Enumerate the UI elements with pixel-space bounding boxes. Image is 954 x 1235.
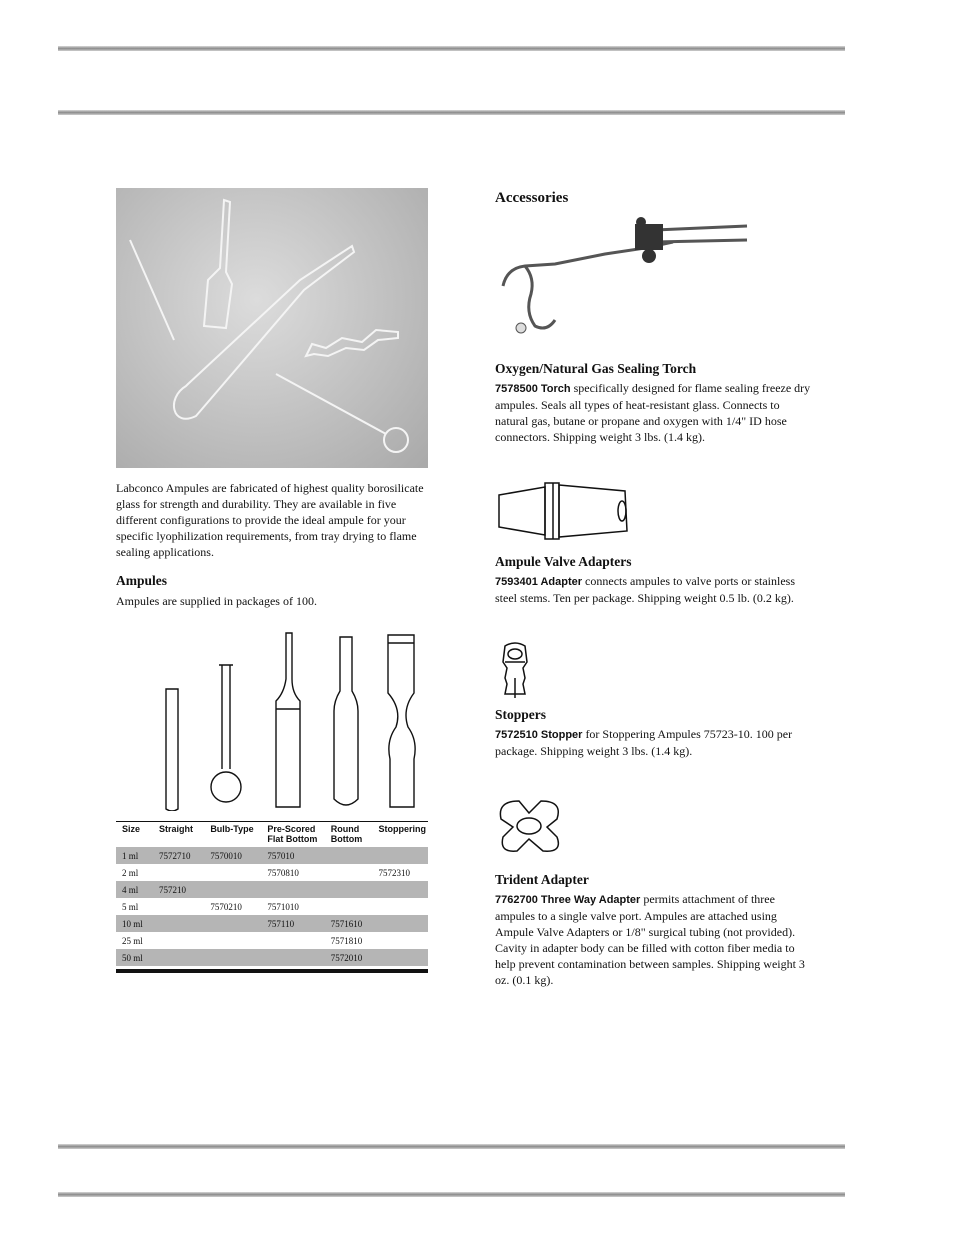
table-cell: 7572310 — [378, 867, 410, 878]
ampules-table — [116, 822, 428, 966]
table-cell: 25 ml — [122, 935, 143, 946]
table-cell — [325, 847, 373, 864]
table-row — [116, 915, 428, 932]
table-cell — [325, 881, 373, 898]
bottom-rule-2 — [58, 1192, 845, 1197]
table-row — [116, 847, 428, 864]
table-cell — [153, 932, 204, 949]
table-cell — [373, 915, 429, 932]
stoppers-title: Stoppers — [495, 707, 547, 722]
trident-adapter-desc — [495, 891, 815, 988]
bottom-rule-1 — [58, 1144, 845, 1149]
table-cell: 7570210 — [210, 901, 242, 912]
table-cell: 2 ml — [122, 867, 139, 878]
table-cell — [325, 898, 373, 915]
valve-adapter-text: connects ampules to valve ports or stainless steel stems. Ten per package. Shipping weight 0.5 lb. (0.2 kg). — [495, 574, 795, 605]
table-cell: 757010 — [261, 847, 324, 864]
col-size: Size — [122, 824, 141, 834]
table-cell — [261, 932, 324, 949]
valve-adapter-illustration — [495, 479, 815, 541]
table-cell — [204, 881, 261, 898]
table-cell — [325, 864, 373, 881]
table-cell — [373, 847, 429, 864]
table-cell — [204, 864, 261, 881]
table-row — [116, 932, 428, 949]
intro-text: Labconco Ampules are fabricated of highest quality borosilicate glass for strength and durability. They are available in five different configurations to provide the ideal ampule for your specific lyophilization requirements, from tray drying to flame sealing applications. — [116, 481, 424, 559]
ampules-heading: Ampules — [116, 573, 168, 588]
valve-adapter-part-number: 7593401 Adapter — [495, 576, 583, 588]
stopper-illustration — [495, 642, 815, 700]
table-cell: 7571610 — [325, 915, 373, 932]
table-row — [116, 881, 428, 898]
col-bulb-type: Bulb-Type — [210, 824, 254, 834]
table-cell: 10 ml — [116, 915, 153, 932]
table-cell: 757110 — [261, 915, 324, 932]
table-row — [116, 864, 428, 881]
table-cell: 1 ml — [116, 847, 153, 864]
table-header-row — [116, 822, 428, 847]
trident-adapter-illustration — [495, 793, 815, 857]
torch-text: specifically designed for flame sealing freeze dry ampules. Seals all types of heat-resistant glass. Connects to natural gas, butane or propane and oxygen with 1/4" ID hose connectors. Shipping weight 3 lbs. (1.4 kg). — [495, 381, 811, 444]
valve-adapter-desc — [495, 573, 815, 606]
table-cell — [261, 881, 324, 898]
table-cell — [153, 949, 204, 966]
ampules-table-bottom-border — [116, 969, 428, 973]
col-stoppering: Stoppering — [378, 824, 426, 834]
trident-adapter-part-number: 7762700 Three Way Adapter — [495, 894, 641, 906]
table-cell — [153, 915, 204, 932]
valve-adapter-title: Ampule Valve Adapters — [495, 554, 632, 569]
table-cell — [204, 915, 261, 932]
col-straight: Straight — [158, 824, 193, 834]
torch-part-number: 7578500 Torch — [495, 383, 571, 395]
table-cell: 7571010 — [267, 901, 299, 912]
table-cell — [204, 949, 261, 966]
stoppers-part-number: 7572510 Stopper — [495, 729, 583, 741]
trident-adapter-title: Trident Adapter — [495, 872, 589, 887]
col-round-bottom: Round Bottom — [330, 824, 363, 844]
top-rule-2 — [58, 110, 845, 115]
torch-illustration — [495, 208, 815, 338]
table-cell — [261, 949, 324, 966]
top-rule-1 — [58, 46, 845, 51]
ampules-text: Ampules are supplied in packages of 100. — [116, 594, 317, 608]
table-cell — [373, 881, 429, 898]
table-cell — [153, 898, 204, 915]
stoppers-desc — [495, 726, 815, 759]
accessories-heading: Accessories — [495, 190, 569, 206]
torch-title: Oxygen/Natural Gas Sealing Torch — [495, 361, 697, 376]
table-cell: 7570010 — [204, 847, 261, 864]
table-row — [116, 898, 428, 915]
table-cell — [373, 932, 429, 949]
table-cell: 4 ml — [116, 881, 153, 898]
table-cell: 50 ml — [116, 949, 153, 966]
table-cell: 7572010 — [325, 949, 373, 966]
left-column — [116, 188, 428, 973]
table-cell: 7571810 — [330, 935, 363, 946]
table-cell — [204, 932, 261, 949]
table-cell: 5 ml — [122, 901, 139, 912]
col-pre-scored: Pre-Scored Flat Bottom — [267, 824, 318, 844]
right-column — [495, 188, 815, 988]
table-cell — [373, 898, 429, 915]
table-cell: 7572710 — [153, 847, 204, 864]
table-cell — [153, 864, 204, 881]
table-row — [116, 949, 428, 966]
stoppers-text: for Stoppering Ampules 75723-10. 100 per package. Shipping weight 3 lbs. (1.4 kg). — [495, 727, 793, 758]
ampules-photo — [116, 188, 428, 468]
table-cell: 757210 — [153, 881, 204, 898]
torch-desc — [495, 380, 815, 445]
table-cell: 7570810 — [267, 867, 299, 878]
table-cell — [373, 949, 429, 966]
ampule-drawings — [116, 631, 428, 811]
trident-adapter-text: permits attachment of three ampules to a single valve port. Ampules are attached using Ampule Valve Adapters or 1/8" surgical tubing (not provided). Cavity in adapter body can be filled with cotton fiber media to help prevent contamination between samples. Shipping weight 3 oz. (0.1 kg). — [495, 892, 805, 987]
